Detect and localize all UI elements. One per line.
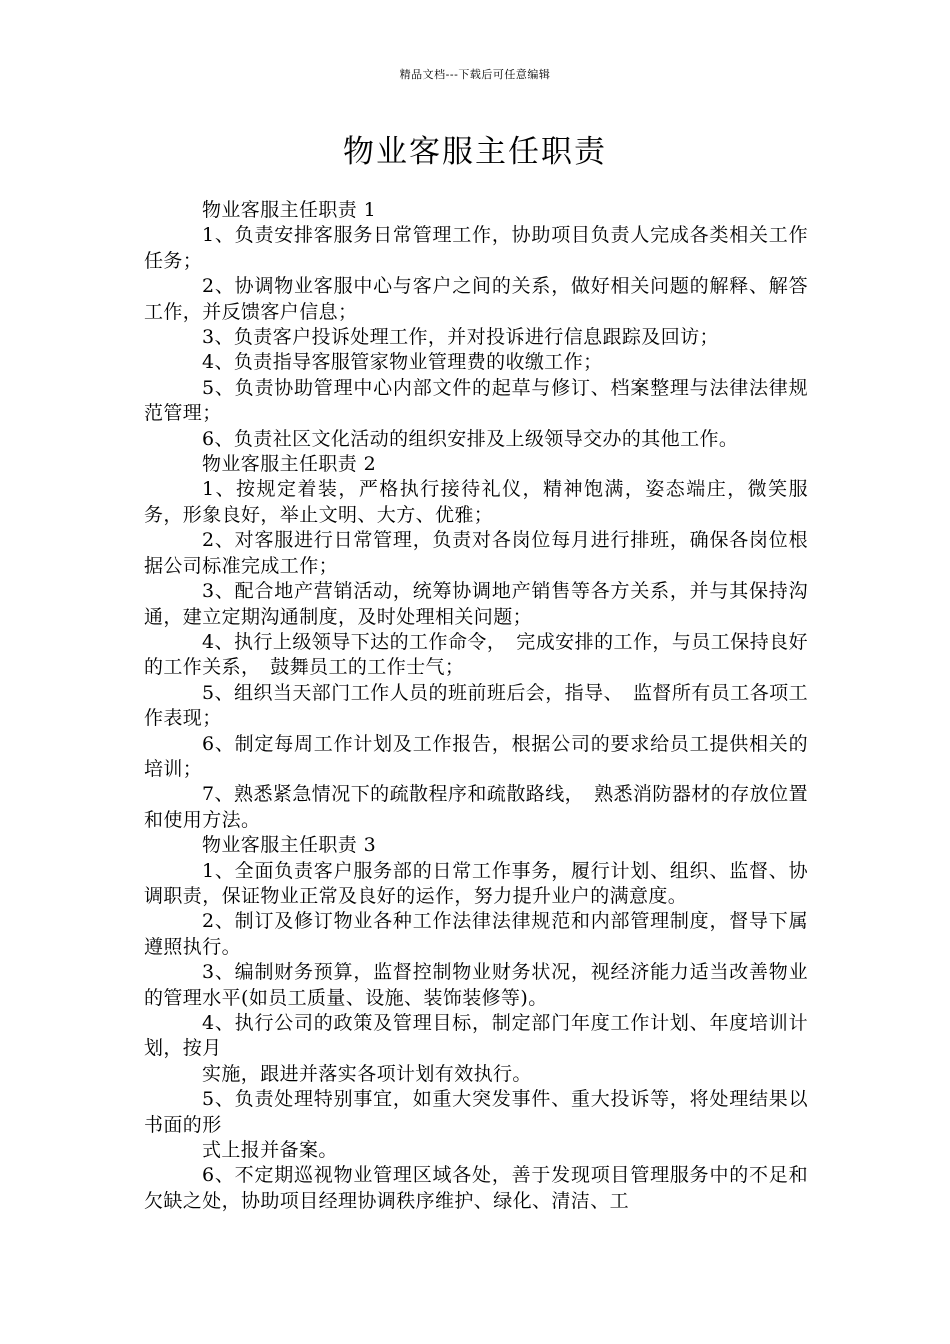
- paragraph: 6、负责社区文化活动的组织安排及上级领导交办的其他工作。: [202, 427, 739, 450]
- paragraph: 5、负责处理特别事宜，如重大突发事件、重大投诉等，将处理结果以书面的形: [144, 1088, 808, 1136]
- header-note: 精品文档---下载后可任意编辑: [399, 68, 551, 81]
- paragraph: 4、执行公司的政策及管理目标，制定部门年度工作计划、年度培训计划，按月: [144, 1012, 808, 1060]
- paragraph: 4、执行上级领导下达的工作命令， 完成安排的工作，与员工保持良好的工作关系， 鼓舞员工的工作士气；: [144, 630, 808, 679]
- paragraph: 3、编制财务预算，监督控制物业财务状况，视经济能力适当改善物业的管理水平(如员工质量、设施、装饰装修等)。: [144, 961, 808, 1009]
- paragraph: 1、负责安排客服务日常管理工作，协助项目负责人完成各类相关工作任务；: [144, 224, 808, 272]
- document-body: [144, 198, 808, 1214]
- paragraph: 2、对客服进行日常管理，负责对各岗位每月进行排班，确保各岗位根据公司标准完成工作；: [144, 529, 808, 577]
- paragraph: 5、组织当天部门工作人员的班前班后会，指导、 监督所有员工各项工作表现；: [144, 681, 808, 730]
- section-heading: 物业客服主任职责 1: [202, 199, 377, 221]
- paragraph: 5、负责协助管理中心内部文件的起草与修订、档案整理与法律法律规范管理；: [144, 376, 808, 425]
- section-heading: 物业客服主任职责 3: [202, 834, 377, 857]
- paragraph: 3、配合地产营销活动，统筹协调地产销售等各方关系，并与其保持沟通，建立定期沟通制度，及时处理相关问题；: [144, 580, 808, 628]
- paragraph: 4、负责指导客服管家物业管理费的收缴工作；: [202, 351, 603, 374]
- paragraph: 6、制定每周工作计划及工作报告，根据公司的要求给员工提供相关的培训；: [144, 732, 808, 780]
- paragraph: 式上报并备案。: [202, 1139, 338, 1162]
- paragraph: 2、协调物业客服中心与客户之间的关系，做好相关问题的解释、解答工作，并反馈客户信息；: [144, 275, 808, 323]
- paragraph: 2、制订及修订物业各种工作法律法律规范和内部管理制度，督导下属遵照执行。: [144, 910, 808, 958]
- paragraph: 7、熟悉紧急情况下的疏散程序和疏散路线， 熟悉消防器材的存放位置和使用方法。: [144, 783, 808, 831]
- section-heading: 物业客服主任职责 2: [202, 453, 377, 476]
- document-title: 物业客服主任职责: [343, 134, 607, 170]
- paragraph: 1、按规定着装，严格执行接待礼仪，精神饱满，姿态端庄，微笑服务，形象良好，举止文明、大方、优雅；: [144, 478, 808, 526]
- paragraph: 1、全面负责客户服务部的日常工作事务，履行计划、组织、监督、协调职责，保证物业正常及良好的运作，努力提升业户的满意度。: [144, 859, 808, 907]
- paragraph: 3、负责客户投诉处理工作，并对投诉进行信息跟踪及回访；: [202, 326, 719, 349]
- paragraph: 6、不定期巡视物业管理区域各处，善于发现项目管理服务中的不足和欠缺之处，协助项目经理协调秩序维护、绿化、清洁、工: [144, 1164, 808, 1212]
- paragraph: 实施，跟进并落实各项计划有效执行。: [202, 1062, 532, 1085]
